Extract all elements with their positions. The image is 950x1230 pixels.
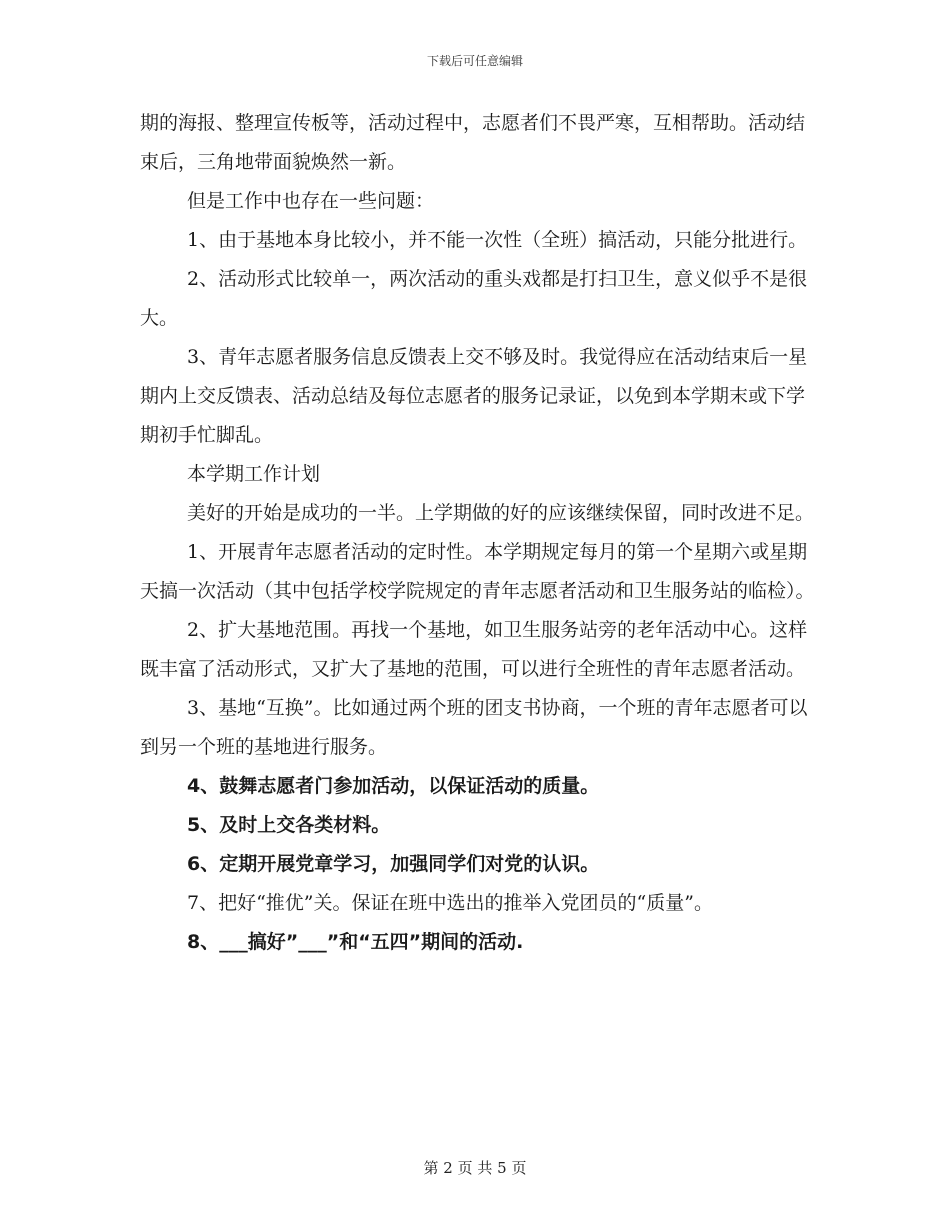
- paragraph-1: 期的海报、整理宣传板等，活动过程中，志愿者们不畏严寒，互相帮助。活动结束后，三角地带面貌焕然一新。: [140, 112, 806, 173]
- paragraph-8: 1、开展青年志愿者活动的定时性。本学期规定每月的第一个星期六或星期天搞一次活动（其中包括学校学院规定的青年志愿者活动和卫生服务站的临检）。: [140, 541, 815, 602]
- section-heading: 本学期工作计划: [187, 463, 321, 485]
- paragraph-12: 5、及时上交各类材料。: [187, 814, 391, 836]
- paragraph-15: 8、___搞好”___”和“五四”期间的活动.: [187, 931, 524, 953]
- paragraph-3: 1、由于基地本身比较小，并不能一次性（全班）搞活动，只能分批进行。: [187, 229, 808, 251]
- paragraph-10: 3、基地“互换”。比如通过两个班的团支书协商，一个班的青年志愿者可以到另一个班的基地进行服务。: [140, 697, 808, 758]
- paragraph-7: 美好的开始是成功的一半。上学期做的好的应该继续保留，同时改进不足。: [187, 502, 815, 524]
- page-header: 下载后可任意编辑: [426, 54, 523, 68]
- document-body: [140, 104, 820, 962]
- paragraph-14: 7、把好“推优”关。保证在班中选出的推举入党团员的“质量”。: [187, 892, 713, 914]
- paragraph-13: 6、定期开展党章学习，加强同学们对党的认识。: [187, 853, 600, 875]
- page-footer: 第 2 页 共 5 页: [423, 1159, 527, 1177]
- paragraph-2: 但是工作中也存在一些问题：: [187, 190, 435, 212]
- paragraph-9: 2、扩大基地范围。再找一个基地，如卫生服务站旁的老年活动中心。这样既丰富了活动形式，又扩大了基地的范围，可以进行全班性的青年志愿者活动。: [140, 619, 808, 680]
- paragraph-11: 4、鼓舞志愿者门参加活动，以保证活动的质量。: [187, 775, 600, 797]
- paragraph-5: 3、青年志愿者服务信息反馈表上交不够及时。我觉得应在活动结束后一星期内上交反馈表、活动总结及每位志愿者的服务记录证，以免到本学期末或下学期初手忙脚乱。: [140, 346, 808, 446]
- paragraph-4: 2、活动形式比较单一，两次活动的重头戏都是打扫卫生，意义似乎不是很大。: [140, 268, 808, 329]
